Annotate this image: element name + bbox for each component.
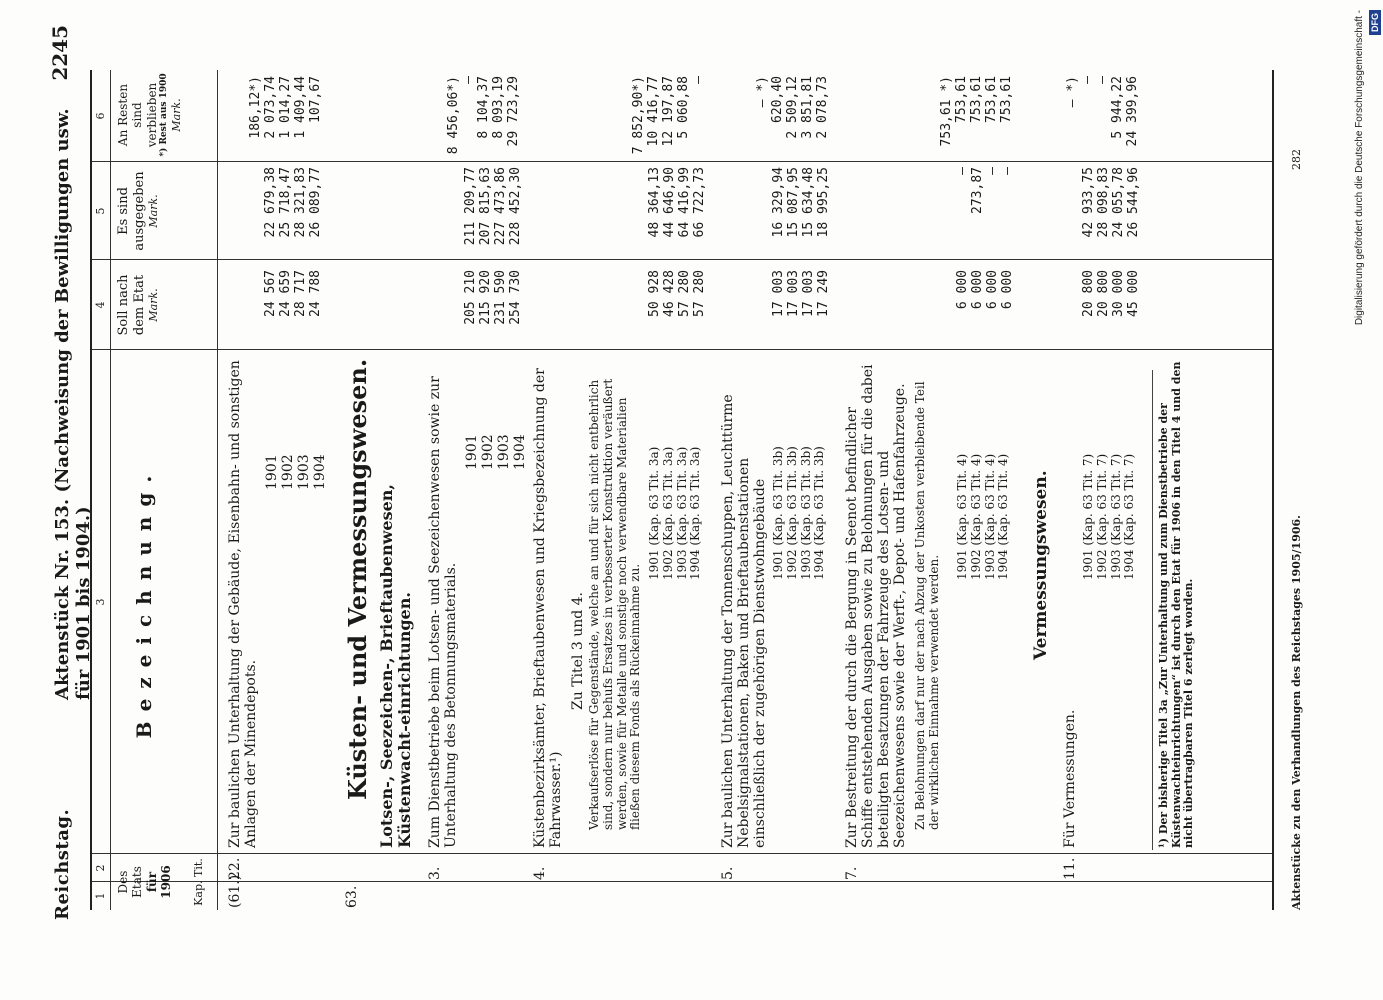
section63-kap: 63. — [344, 885, 360, 908]
row4-ausg — [648, 167, 708, 255]
ausg-value: 66 722,73 — [691, 167, 707, 238]
rest-value: — — [460, 76, 476, 84]
rest-value: 620,40 — [769, 76, 785, 123]
footnote: ¹) Der bisherige Titel 3a „Zur Unterhaltung und zum Dienstbetriebe der Küstenwachteinrichtungen“ ist durch den Etat für 1906 in den Titel 4 und den nicht übertragbaren Titel 6 zerlegt worden. — [1157, 361, 1196, 848]
rest-value: 753,61 — [968, 76, 984, 123]
soll-value: 45 000 — [1125, 270, 1141, 317]
year: 1903 (Kap. 63 Tit. 3b) — [798, 446, 813, 580]
year: 1904 (Kap. 63 Tit. 3b) — [812, 446, 827, 580]
row22-tit: 22. — [227, 857, 243, 880]
row7-soll — [956, 270, 1016, 345]
rest-value: — — [1094, 76, 1110, 84]
year: 1904 — [312, 454, 329, 490]
soll-unit: Mark. — [147, 288, 161, 322]
row11-ausg — [1082, 167, 1142, 255]
resten-note: *) Rest aus 1900 — [159, 73, 170, 157]
year: 1903 (Kap. 63 Tit. 3a) — [674, 446, 689, 580]
year: 1903 — [296, 454, 313, 490]
soll-value: 57 280 — [691, 270, 707, 317]
year: 1901 — [464, 434, 480, 470]
etat-label: Des Etats — [116, 866, 145, 898]
bottom-line: Aktenstücke zu den Verhandlungen des Reichstages 1905/1906. — [1290, 515, 1303, 910]
year: 1904 (Kap. 63 Tit. 7) — [1122, 453, 1137, 580]
row11-years — [1082, 454, 1137, 580]
year: 1902 (Kap. 63 Tit. 3b) — [784, 446, 799, 580]
rest-value: 7 852,90*) — [631, 76, 646, 155]
ausg-value: 48 364,13 — [647, 167, 662, 238]
row7-rest — [940, 76, 1015, 158]
col-num-1: 1 — [94, 892, 107, 900]
rest-value: 2 073,74 — [262, 76, 278, 139]
rest-value: 1 409,44 — [292, 76, 308, 139]
rest-value: 753,61 — [953, 76, 969, 123]
rest-value: 8 456,06*) — [446, 76, 461, 155]
row3-soll — [464, 270, 524, 345]
ausg-value: 273,87 — [969, 167, 985, 214]
row22-years — [264, 454, 328, 490]
year: 1901 (Kap. 63 Tit. 3a) — [647, 446, 661, 580]
soll-value: 205 210 — [463, 270, 478, 325]
row4-sub: Zu Titel 3 und 4. — [570, 591, 586, 710]
rest-value: 8 093,19 — [490, 76, 506, 139]
ausg-value: 26 544,96 — [1125, 167, 1141, 238]
soll-value: 50 928 — [647, 270, 662, 317]
resten-unit: Mark. — [169, 98, 183, 132]
budget-table — [90, 70, 1274, 910]
soll-value: 6 000 — [984, 270, 1000, 310]
vermessung-title: Vermessungswesen. — [1031, 470, 1051, 660]
section63-subtitle: Lotsen-, Seezeichen-, Brieftaubenwesen, Küstenwacht-einrichtungen. — [377, 484, 415, 848]
row7-tit: 7. — [844, 866, 860, 880]
soll-value: 215 920 — [477, 270, 493, 325]
ausg-value: 228 452,30 — [507, 167, 523, 246]
soll-value: 254 730 — [507, 270, 523, 325]
ausg-value: 64 416,99 — [676, 167, 692, 238]
soll-value: 24 567 — [263, 270, 278, 317]
rest-value: 753,61 — [983, 76, 999, 123]
row4-years — [648, 447, 703, 580]
row5-tit: 5. — [720, 866, 736, 880]
section63-title: Küsten- und Vermessungswesen. — [343, 358, 372, 800]
row7-note: Zu Belohnungen darf nur der nach Abzug der Unkosten verbleibende Teil der wirklichen Einnahme verwendet werden. — [913, 381, 941, 830]
rest-value: 1 014,27 — [277, 76, 293, 139]
rest-value: — — [690, 76, 706, 84]
row11-text: Für Vermessungen. — [1062, 709, 1078, 848]
ausg-value: 44 646,90 — [661, 167, 677, 238]
soll-value: 17 003 — [771, 270, 786, 317]
resten-header — [116, 70, 183, 160]
rest-value: 107,67 — [307, 76, 323, 123]
col-num-2: 2 — [94, 864, 107, 872]
year: 1902 (Kap. 63 Tit. 4) — [968, 453, 983, 580]
rest-value: 5 060,88 — [675, 76, 691, 139]
year: 1904 (Kap. 63 Tit. 4) — [996, 453, 1011, 580]
row5-rest — [756, 76, 831, 158]
ausgegeben-header — [116, 164, 160, 258]
ausg-value: 207 815,63 — [477, 167, 493, 246]
header-page-number: 2245 — [48, 25, 72, 81]
soll-value: 46 428 — [661, 270, 677, 317]
soll-value: 57 280 — [676, 270, 692, 317]
soll-value: 17 003 — [785, 270, 801, 317]
year: 1901 (Kap. 63 Tit. 4) — [955, 453, 969, 580]
soll-value: 6 000 — [999, 270, 1015, 310]
rest-value: 10 416,77 — [645, 76, 661, 147]
soll-header — [116, 262, 160, 348]
year: 1904 — [512, 434, 529, 470]
rest-value: 186,12*) — [248, 76, 263, 139]
ausg-value: 24 055,78 — [1110, 167, 1126, 238]
year: 1903 (Kap. 63 Tit. 4) — [982, 453, 997, 580]
row22-kap: (61.) — [227, 874, 243, 908]
soll-label: Soll nach dem Etat — [116, 274, 147, 336]
ausg-value: 15 634,48 — [800, 167, 816, 238]
ausg-value: 16 329,94 — [771, 167, 786, 238]
rest-value: 2 078,73 — [814, 76, 830, 139]
row11-rest — [1066, 76, 1141, 158]
ausg-value: — — [999, 167, 1015, 175]
ausgegeben-unit: Mark. — [147, 194, 161, 228]
rest-value: 2 509,12 — [784, 76, 800, 139]
rest-value: 3 851,81 — [799, 76, 815, 139]
year: 1903 (Kap. 63 Tit. 7) — [1108, 453, 1123, 580]
row5-soll — [772, 270, 832, 345]
row7-ausg — [956, 167, 1016, 255]
year: 1902 (Kap. 63 Tit. 3a) — [660, 446, 675, 580]
row22-text: Zur baulichen Unterhaltung der Gebäude, Eisenbahn- und sonstigen Anlagen der Minendepots. — [227, 360, 260, 848]
row5-years — [772, 446, 827, 580]
kap-label: Kap. — [191, 880, 205, 906]
row3-ausg — [464, 167, 524, 255]
page-number: 282 — [1290, 149, 1303, 170]
row22-ausg — [264, 167, 324, 255]
row3-text: Zum Dienstbetriebe beim Lotsen- und Seezeichenwesen sowie zur Unterhaltung des Betonnungsmaterials. — [427, 376, 460, 848]
year: 1902 — [480, 434, 497, 470]
ausg-value: 25 718,47 — [277, 167, 293, 238]
rest-value: — *) — [755, 76, 770, 108]
tit-label: Tit. — [191, 858, 205, 877]
ausg-value: 26 089,77 — [307, 167, 323, 238]
row7-years — [956, 454, 1011, 580]
row4-tit: 4. — [532, 866, 548, 880]
ausg-value: 227 473,86 — [492, 167, 508, 246]
col-num-3: 3 — [94, 598, 107, 606]
soll-value: 30 000 — [1110, 270, 1126, 317]
year: 1902 (Kap. 63 Tit. 7) — [1094, 453, 1109, 580]
row11-soll — [1082, 270, 1142, 345]
row4-rest — [632, 76, 707, 158]
rest-value: 753,61 *) — [939, 76, 954, 147]
row3-years — [464, 434, 528, 470]
col-num-5: 5 — [94, 207, 107, 215]
digitization-note: Digitalisierung gefördert durch die Deutsche Forschungsgemeinschaft - — [1354, 10, 1365, 326]
resten-label: An Resten sind verblieben — [116, 82, 159, 148]
etat-header — [116, 854, 205, 910]
col-num-6: 6 — [94, 112, 107, 120]
soll-value: 6 000 — [955, 270, 970, 310]
row4-note: Verkaufserlöse für Gegenstände, welche an und für sich nicht entbehrlich sind, sondern nur behufs Ersatzes in verbesserter Konstruktion veräußert werden, sowie für Metalle und sonstige noch verwendbare Materialien fließen diesem Fonds als Rückeinnahme zu. — [587, 378, 643, 830]
col-num-4: 4 — [94, 301, 107, 309]
row5-ausg — [772, 167, 832, 255]
ausg-value: 211 209,77 — [463, 167, 478, 246]
row7-text: Zur Bestreitung der durch die Bergung in Seenot befindlicher Schiffe entstehenden Ausgaben sowie zu Belohnungen für die dabei beteiligten Besatzungen der Fahrzeuge des Lotsen- und Seezeichenwesens sowie der Werft-, Depot- und Hafenfahrzeuge. — [844, 364, 909, 848]
ausg-value: 15 087,95 — [785, 167, 801, 238]
row4-text: Küstenbezirksämter, Brieftaubenwesen und Kriegsbezeichnung der Fahrwasser.¹) — [532, 368, 565, 848]
dfg-logo: DFG — [1369, 10, 1381, 35]
rest-value: 12 197,87 — [660, 76, 676, 147]
row5-text: Zur baulichen Unterhaltung der Tonnenschuppen, Leuchttürme Nebelsignalstationen, Baken und Brieftaubenstationen einschließlich der zugehörigen Dienstwohngebäude — [720, 394, 769, 848]
row22-soll — [264, 270, 324, 345]
ausg-value: 42 933,75 — [1081, 167, 1096, 238]
soll-value: 24 788 — [307, 270, 323, 317]
rest-value: 24 399,96 — [1124, 76, 1140, 147]
year: 1902 — [280, 454, 297, 490]
ausg-value: — — [984, 167, 1000, 175]
soll-value: 6 000 — [969, 270, 985, 310]
year: 1903 — [496, 434, 513, 470]
header-center: Aktenstück Nr. 153. (Nachweisung der Bewilligungen usw. für 1901 bis 1904.) — [52, 108, 94, 700]
rest-value: 8 104,37 — [475, 76, 491, 139]
ausg-value: 22 679,38 — [263, 167, 278, 238]
ausg-value: 18 995,25 — [815, 167, 831, 238]
rest-value: 5 944,22 — [1109, 76, 1125, 139]
rest-value: 29 723,29 — [505, 76, 521, 147]
soll-value: 17 249 — [815, 270, 831, 317]
row3-tit: 3. — [427, 866, 443, 880]
row22-rest — [249, 76, 324, 158]
header-left: Reichstag. — [52, 808, 73, 920]
year: 1901 — [264, 454, 280, 490]
soll-value: 20 800 — [1081, 270, 1096, 317]
rest-value: — — [1079, 76, 1095, 84]
ausgegeben-label: Es sind ausgegeben — [116, 171, 147, 251]
row4-soll — [648, 270, 708, 345]
year: 1901 (Kap. 63 Tit. 7) — [1081, 453, 1095, 580]
soll-value: 24 659 — [277, 270, 293, 317]
row3-rest — [447, 76, 522, 158]
soll-value: 17 003 — [800, 270, 816, 317]
rest-value: 753,61 — [998, 76, 1014, 123]
soll-value: 20 800 — [1095, 270, 1111, 317]
bezeichnung-header: Bezeichnung. — [132, 465, 156, 739]
soll-value: 231 590 — [492, 270, 508, 325]
ausg-value: 28 098,83 — [1095, 167, 1111, 238]
year: 1904 (Kap. 63 Tit. 3a) — [688, 446, 703, 580]
row11-tit: 11. — [1062, 857, 1078, 880]
soll-value: 28 717 — [292, 270, 308, 317]
rest-value: — *) — [1065, 76, 1080, 108]
year: 1901 (Kap. 63 Tit. 3b) — [771, 446, 785, 580]
ausg-value: 28 321,83 — [292, 167, 308, 238]
etat-year: für 1906 — [144, 865, 174, 899]
ausg-value: — — [955, 167, 970, 175]
